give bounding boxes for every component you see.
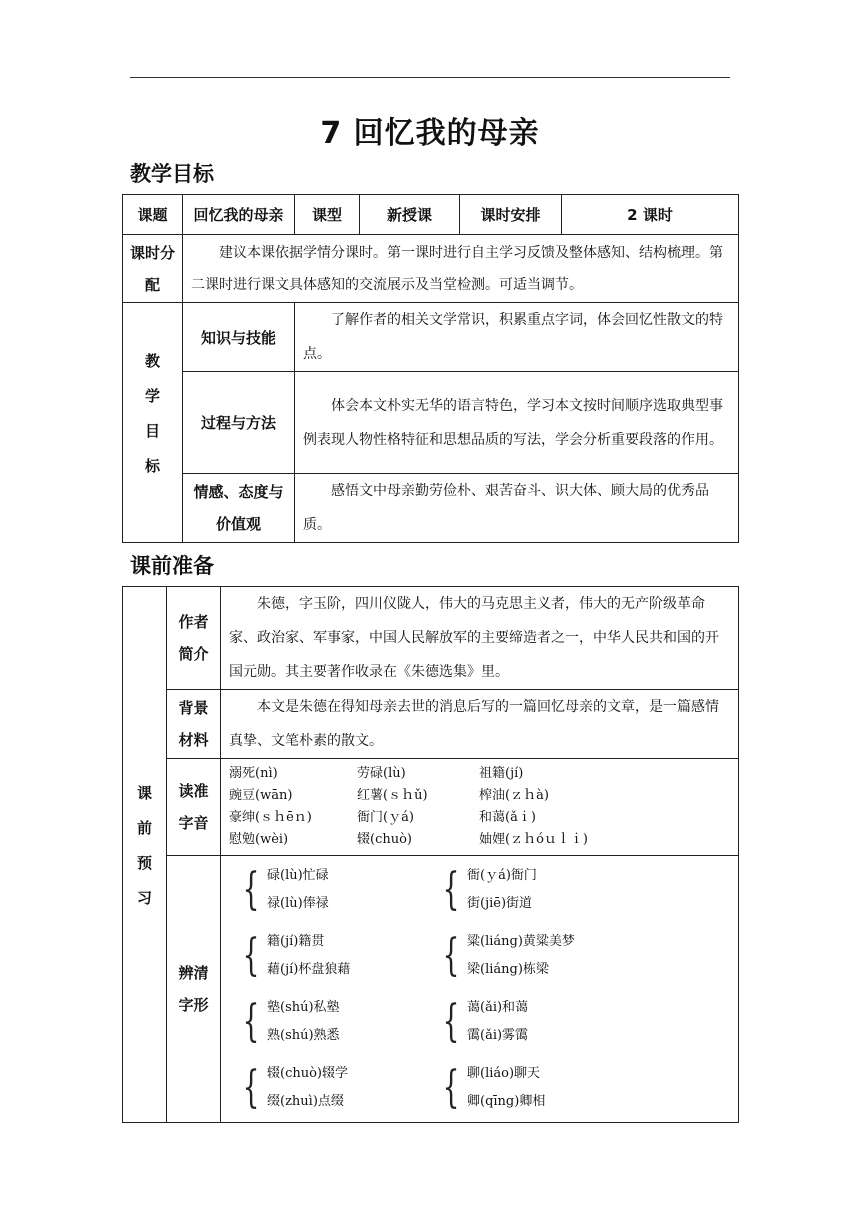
header-cell: 新授课 <box>360 195 460 235</box>
character-item: 藉(jí)杯盘狼藉 <box>267 962 351 977</box>
character-pair <box>437 1060 637 1116</box>
character-pair <box>237 928 437 984</box>
objective-text: 了解作者的相关文学常识，积累重点字词，体会回忆性散文的特点。 <box>295 303 739 372</box>
section-heading-prep: 课前准备 <box>130 554 214 578</box>
brace-icon: { <box>442 1062 460 1113</box>
header-row <box>123 195 739 235</box>
pronunciation-item: 慰勉(wèi) <box>229 832 289 847</box>
pronunciation-line <box>229 807 730 829</box>
character-item: 衙(ｙá)衙门 <box>467 868 537 883</box>
character-item: 蔼(ǎi)和蔼 <box>467 1000 529 1015</box>
objective-name: 知识与技能 <box>183 303 295 372</box>
brace-icon: { <box>242 864 260 915</box>
character-item: 聊(liáo)聊天 <box>467 1066 541 1081</box>
character-item: 街(jiē)街道 <box>467 896 533 911</box>
character-item: 梁(liáng)栋梁 <box>467 962 549 977</box>
header-cell: 回忆我的母亲 <box>183 195 295 235</box>
objective-text: 体会本文朴实无华的语言特色，学习本文按时间顺序选取典型事例表现人物性格特征和思想品质的写法，学会分析重要段落的作用。 <box>295 372 739 474</box>
author-text: 朱德，字玉阶，四川仪陇人，伟大的马克思主义者，伟大的无产阶级革命家、政治家、军事家，中国人民解放军的主要缔造者之一，中华人民共和国的开国元勋。其主要著作收录在《朱德选集》里。 <box>221 587 739 690</box>
character-item: 辍(chuò)辍学 <box>267 1066 348 1081</box>
pronunciation-item: 辍(chuò) <box>357 832 412 847</box>
header-cell: 2 课时 <box>562 195 739 235</box>
brace-icon: { <box>242 1062 260 1113</box>
pronunciation-item: 和蔼(ǎｉ) <box>479 810 536 825</box>
character-pair <box>237 1060 437 1116</box>
pronunciation-item: 祖籍(jí) <box>479 766 524 781</box>
prep-table <box>122 586 739 1123</box>
character-pair <box>437 862 637 918</box>
section-heading-goals: 教学目标 <box>130 162 214 186</box>
character-item: 缀(zhuì)点缀 <box>267 1094 344 1109</box>
objective-row <box>123 372 739 474</box>
allocation-text: 建议本课依据学情分课时。第一课时进行自主学习反馈及整体感知、结构梳理。第二课时进行课文具体感知的交流展示及当堂检测。可适当调节。 <box>183 235 739 303</box>
header-cell: 课题 <box>123 195 183 235</box>
brace-icon: { <box>442 930 460 981</box>
brace-icon: { <box>242 930 260 981</box>
pronunciation-item: 劳碌(lù) <box>357 766 406 781</box>
author-row <box>123 587 739 690</box>
character-item: 粱(liáng)黄粱美梦 <box>467 934 575 949</box>
top-rule <box>130 77 730 78</box>
characters-label: 辨清字形 <box>167 856 221 1123</box>
objective-name: 情感、态度与价值观 <box>183 474 295 543</box>
pronunciation-line <box>229 763 730 785</box>
objectives-label-cell <box>123 303 183 543</box>
pronunciation-item: 榨油(ｚｈà) <box>479 788 549 803</box>
character-pair <box>437 994 637 1050</box>
character-item: 卿(qīng)卿相 <box>467 1094 546 1109</box>
background-row <box>123 690 739 759</box>
pronunciation-line <box>229 785 730 807</box>
pronunciation-row <box>123 759 739 856</box>
character-item: 禄(lù)俸禄 <box>267 896 329 911</box>
character-pair <box>237 994 437 1050</box>
pronunciation-item: 豪绅(ｓｈēｎ) <box>229 810 312 825</box>
character-pair <box>237 862 437 918</box>
pronunciation-line <box>229 829 730 851</box>
header-cell: 课型 <box>295 195 360 235</box>
allocation-label: 课时分配 <box>123 235 183 303</box>
brace-icon: { <box>442 864 460 915</box>
background-text: 本文是朱德在得知母亲去世的消息后写的一篇回忆母亲的文章，是一篇感情真挚、文笔朴素的散文。 <box>221 690 739 759</box>
character-item: 熟(shú)熟悉 <box>267 1028 340 1043</box>
character-pair <box>437 928 637 984</box>
allocation-row <box>123 235 739 303</box>
pronunciation-item: 溺死(nì) <box>229 766 278 781</box>
objective-row <box>123 474 739 543</box>
pronunciation-list <box>221 759 739 856</box>
objectives-label: 教学目标 <box>143 352 161 493</box>
character-item: 籍(jí)籍贯 <box>267 934 325 949</box>
pronunciation-label: 读准字音 <box>167 759 221 856</box>
character-item: 塾(shú)私塾 <box>267 1000 340 1015</box>
characters-row <box>123 856 739 1123</box>
pronunciation-item: 衙门(ｙá) <box>357 810 414 825</box>
pronunciation-item: 豌豆(wān) <box>229 788 293 803</box>
brace-icon: { <box>442 996 460 1047</box>
pronunciation-item: 妯娌(ｚｈóｕｌｉ) <box>479 832 588 847</box>
character-item: 霭(ǎi)雾霭 <box>467 1028 529 1043</box>
objective-name: 过程与方法 <box>183 372 295 474</box>
pronunciation-item: 红薯(ｓｈǔ) <box>357 788 428 803</box>
background-label: 背景材料 <box>167 690 221 759</box>
objective-text: 感悟文中母亲勤劳俭朴、艰苦奋斗、识大体、顾大局的优秀品质。 <box>295 474 739 543</box>
header-cell: 课时安排 <box>460 195 562 235</box>
objective-row <box>123 303 739 372</box>
author-label: 作者简介 <box>167 587 221 690</box>
character-item: 碌(lù)忙碌 <box>267 868 329 883</box>
page-title: 7 回忆我的母亲 <box>320 116 540 151</box>
preview-label: 课前预习 <box>135 784 153 925</box>
preview-label-cell <box>123 587 167 1123</box>
goals-table <box>122 194 739 543</box>
characters-list <box>221 856 739 1123</box>
brace-icon: { <box>242 996 260 1047</box>
